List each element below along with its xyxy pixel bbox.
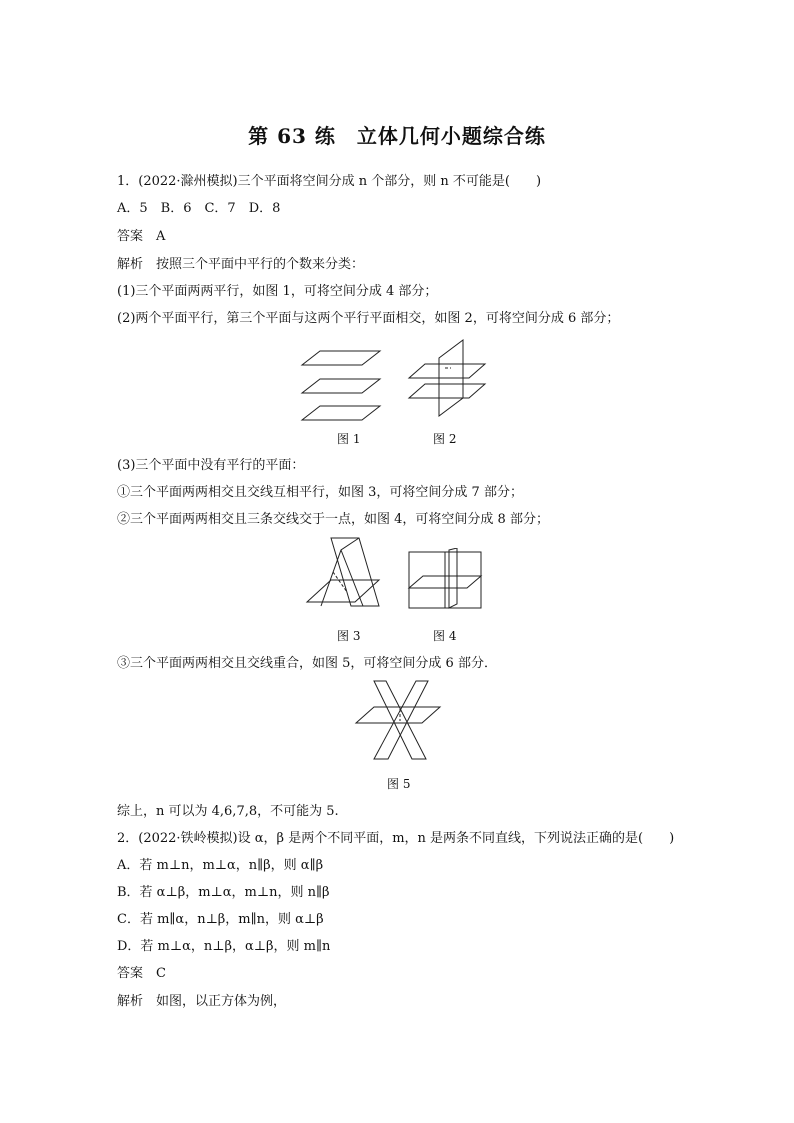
figure-5-caption: 图 5 — [387, 777, 411, 791]
figure-4 — [405, 548, 485, 612]
figure-2-caption: 图 2 — [433, 432, 457, 446]
figure-1-caption: 图 1 — [337, 432, 361, 446]
q2-option-c: C．若 m∥α，n⊥β，m∥n，则 α⊥β — [117, 912, 324, 927]
q1-case3a: ①三个平面两两相交且交线互相平行，如图 3，可将空间分成 7 部分； — [117, 485, 523, 500]
q2-analysis: 解析 如图，以正方体为例， — [117, 994, 287, 1009]
q1-answer: 答案 A — [117, 229, 166, 244]
q1-case3b: ②三个平面两两相交且三条交线交于一点，如图 4，可将空间分成 8 部分； — [117, 512, 549, 527]
q1-case3: (3)三个平面中没有平行的平面： — [117, 458, 305, 473]
page-title: 第 63 练 立体几何小题综合练 — [248, 124, 546, 148]
q1-analysis: 解析 按照三个平面中平行的个数来分类： — [117, 257, 365, 272]
q1-stem: 1．(2022·滁州模拟)三个平面将空间分成 n 个部分，则 n 不可能是( ) — [117, 174, 542, 189]
figure-3-caption: 图 3 — [337, 629, 361, 643]
q2-option-a: A．若 m⊥n，m⊥α，n∥β，则 α∥β — [117, 858, 324, 873]
figure-2 — [405, 338, 495, 418]
figure-4-caption: 图 4 — [433, 629, 457, 643]
q1-case2: (2)两个平面平行，第三个平面与这两个平行平面相交，如图 2，可将空间分成 6 部分； — [117, 311, 620, 326]
q1-summary: 综上，n 可以为 4,6,7,8，不可能为 5. — [117, 804, 339, 819]
q2-stem: 2．(2022·铁岭模拟)设 α，β 是两个不同平面，m，n 是两条不同直线，下列说法正确的是( ) — [117, 831, 675, 846]
q1-case3c: ③三个平面两两相交且交线重合，如图 5，可将空间分成 6 部分． — [117, 656, 497, 671]
q1-options: A．5 B．6 C．7 D．8 — [117, 201, 281, 216]
q2-option-d: D．若 m⊥α，n⊥β，α⊥β，则 m∥n — [117, 939, 331, 954]
figure-3 — [303, 536, 383, 616]
q1-case1: (1)三个平面两两平行，如图 1，可将空间分成 4 部分； — [117, 284, 438, 299]
figure-5 — [352, 677, 444, 763]
q2-option-b: B．若 α⊥β，m⊥α，m⊥n，则 n∥β — [117, 885, 330, 900]
figure-1 — [300, 348, 390, 423]
q2-answer: 答案 C — [117, 966, 166, 981]
